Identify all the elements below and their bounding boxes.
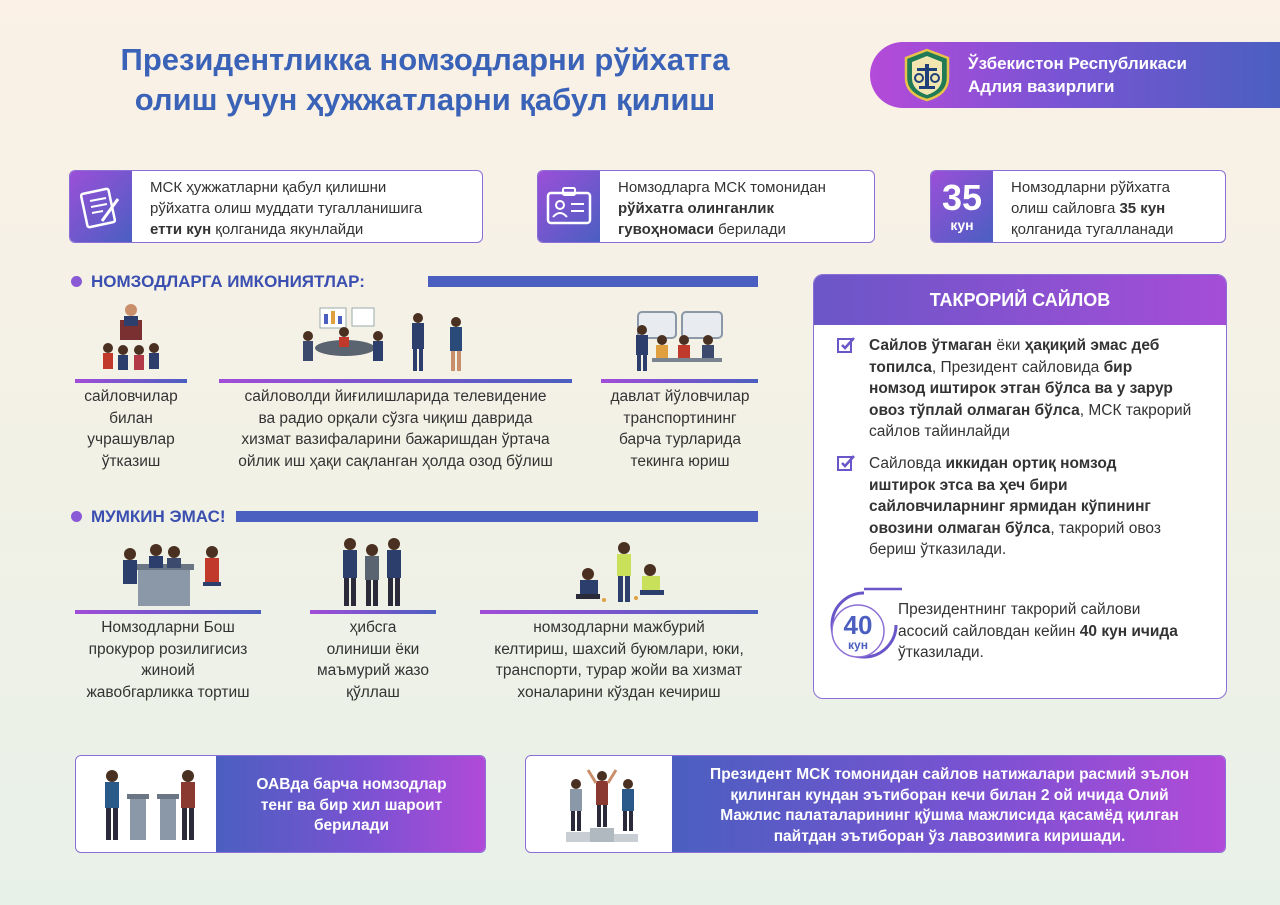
repeat-heading: ТАКРОРИЙ САЙЛОВ bbox=[814, 275, 1226, 325]
caption-line-text: барча турларида bbox=[619, 431, 741, 448]
rbold: овоз тўплай олмаган бўлса bbox=[869, 401, 1080, 419]
rline bbox=[869, 400, 1219, 422]
caption-line bbox=[75, 379, 187, 383]
caption-line-text: сайловолди йиғилишларида телевидение bbox=[244, 388, 547, 405]
caption-line-text: учрашувлар bbox=[87, 431, 175, 448]
rline: сайлов тайинлайди bbox=[869, 423, 1010, 440]
card-bold: рўйхатга олинганлик bbox=[618, 200, 775, 217]
card-line bbox=[150, 219, 480, 240]
document-pen-icon bbox=[70, 171, 132, 244]
transport-illustration bbox=[632, 308, 728, 374]
title-line-2: олиш учун ҳужжатларни қабул қилиш bbox=[134, 82, 716, 117]
forty-days-number: 40 bbox=[843, 610, 873, 640]
banner-line: қилинган кундан эътиборан кечи билан 2 ой ичида Олий bbox=[730, 786, 1169, 804]
banner-line: берилади bbox=[313, 817, 390, 834]
rline: Президентнинг такрорий сайлови bbox=[898, 601, 1141, 618]
opportunity-caption-1 bbox=[60, 386, 202, 472]
repeat-paragraph-3 bbox=[898, 599, 1224, 664]
opportunities-heading: НОМЗОДЛАРГА ИМКОНИЯТЛАР: bbox=[91, 272, 365, 291]
rbold: иккидан ортиқ номзод bbox=[945, 455, 1117, 472]
caption-line-text: давлат йўловчилар bbox=[610, 388, 750, 405]
rspan: , Президент сайловида bbox=[931, 358, 1104, 376]
ministry-emblem-icon bbox=[902, 48, 952, 102]
caption-line-text: прокурор розилигисиз bbox=[88, 640, 248, 658]
banner-line: пайтдан эътиборан ўз лавозимига киришади. bbox=[773, 827, 1126, 845]
id-card-icon bbox=[538, 171, 600, 244]
media-meeting-illustration bbox=[300, 306, 472, 376]
caption-line-text: текинга юриш bbox=[630, 452, 730, 470]
card-line: рўйхатга олиш муддати тугалланишига bbox=[150, 200, 423, 217]
rspan: , такрорий овоз bbox=[1050, 519, 1161, 537]
section-bar bbox=[236, 511, 758, 522]
caption-line bbox=[310, 610, 436, 614]
caption-line-text: сайловчилар bbox=[84, 388, 178, 405]
oath-text bbox=[672, 756, 1226, 853]
caption-line-text: хоналарини кўздан кечириш bbox=[517, 683, 721, 701]
prosecutor-illustration bbox=[108, 540, 228, 608]
opportunity-caption-3 bbox=[595, 386, 765, 472]
arrest-illustration bbox=[336, 536, 408, 608]
card-span: қолганида якунлайди bbox=[211, 221, 364, 238]
card-line: Номзодларни рўйхатга bbox=[1011, 179, 1170, 196]
media-equal-text bbox=[216, 756, 486, 853]
rline bbox=[869, 378, 1219, 400]
card-icon-bg bbox=[931, 171, 993, 242]
caption-line-text: транспорти, турар жойи ва хизмат bbox=[495, 662, 743, 679]
days-unit: кун bbox=[950, 217, 974, 233]
caption-line bbox=[75, 610, 261, 614]
card-bold: 35 кун bbox=[1119, 200, 1166, 217]
rline bbox=[869, 453, 1219, 475]
card-span: берилади bbox=[713, 221, 786, 238]
card-line: МСК ҳужжатларни қабул қилишни bbox=[150, 179, 387, 196]
rline bbox=[869, 475, 1219, 497]
section-bullet bbox=[71, 511, 82, 522]
rbold: Сайлов ўтмаган bbox=[869, 337, 993, 354]
rbold: овозини олмаган бўлса bbox=[869, 519, 1051, 537]
ministry-line-2: Адлия вазирлиги bbox=[968, 77, 1115, 96]
section-bar bbox=[428, 276, 758, 287]
checkbox-icon bbox=[836, 335, 856, 355]
rbold: 40 кун ичида bbox=[1079, 622, 1178, 640]
debate-podium-illustration bbox=[94, 766, 204, 844]
info-card-certificate bbox=[537, 170, 875, 243]
forbidden-caption-2 bbox=[300, 617, 446, 703]
caption-line-text: олиниши ёки bbox=[326, 640, 420, 658]
rline bbox=[869, 496, 1219, 518]
rline: бериш ўтказилади. bbox=[869, 541, 1007, 558]
caption-line-text: ҳибсга bbox=[349, 619, 397, 636]
caption-line-text: Номзодларни Бош bbox=[101, 619, 235, 636]
oath-banner bbox=[525, 755, 1226, 853]
page-title bbox=[60, 40, 790, 120]
forbidden-caption-3 bbox=[470, 617, 768, 703]
repeat-election-panel bbox=[813, 274, 1227, 699]
card-line: қолганида тугалланади bbox=[1011, 221, 1174, 238]
caption-line bbox=[480, 610, 758, 614]
caption-line-text: маъмурий жазо bbox=[317, 662, 429, 679]
caption-line-text: транспортининг bbox=[623, 409, 737, 427]
rbold: иштирок этса ва ҳеч бири bbox=[869, 476, 1068, 494]
card-span: олиш сайловга bbox=[1011, 200, 1120, 217]
caption-line-text: жавобгарликка тортиш bbox=[86, 683, 250, 701]
caption-line-text: ойлик иш ҳақи сақланган ҳолда озод бўлиш bbox=[238, 452, 553, 470]
rspan: асосий сайловдан кейин bbox=[898, 622, 1080, 640]
caption-line-text: хизмат вазифаларини бажаришдан ўртача bbox=[241, 431, 550, 448]
caption-line bbox=[601, 379, 758, 383]
ministry-name bbox=[968, 52, 1187, 98]
card-line bbox=[1011, 198, 1223, 219]
rspan: ёки bbox=[992, 337, 1025, 354]
info-card-documents bbox=[69, 170, 483, 243]
rbold: топилса bbox=[869, 358, 932, 376]
caption-line-text: билан bbox=[109, 409, 153, 427]
ministry-badge bbox=[870, 42, 1280, 108]
card-bold: гувоҳномаси bbox=[618, 221, 714, 238]
voters-meeting-illustration bbox=[98, 302, 164, 374]
card-icon-bg bbox=[538, 171, 600, 242]
caption-line-text: жиноий bbox=[141, 662, 195, 679]
days-number: 35 bbox=[941, 177, 983, 218]
rline bbox=[898, 621, 1224, 643]
rspan: Сайловда bbox=[869, 455, 946, 472]
rspan: , МСК такрорий bbox=[1079, 401, 1192, 419]
media-equal-banner bbox=[75, 755, 486, 853]
search-illustration bbox=[570, 540, 670, 606]
card-text bbox=[150, 177, 480, 240]
repeat-paragraph-1 bbox=[869, 335, 1219, 443]
card-line: Номзодларга МСК томонидан bbox=[618, 179, 826, 196]
rline: ўтказилади. bbox=[898, 644, 984, 661]
caption-line-text: ўтказиш bbox=[101, 452, 161, 470]
winner-podium-illustration bbox=[562, 766, 642, 846]
card-line bbox=[618, 219, 873, 240]
card-bold: етти кун bbox=[150, 221, 212, 238]
rline bbox=[869, 357, 1219, 379]
rline bbox=[869, 518, 1219, 540]
section-bullet bbox=[71, 276, 82, 287]
info-card-35-days bbox=[930, 170, 1226, 243]
caption-line-text: келтириш, шахсий буюмлари, юки, bbox=[494, 640, 744, 658]
banner-line: Мажлис палаталарининг қўшма мажлисида қасамёд қилган bbox=[720, 807, 1179, 824]
repeat-paragraph-2 bbox=[869, 453, 1219, 561]
forbidden-heading: МУМКИН ЭМАС! bbox=[91, 507, 226, 526]
rbold: сайловчиларнинг ярмидан кўпининг bbox=[869, 498, 1151, 515]
banner-line: ОАВда барча номзодлар bbox=[256, 776, 447, 793]
forty-days-unit: кун bbox=[848, 638, 868, 652]
ministry-line-1: Ўзбекистон Республикаси bbox=[968, 54, 1187, 73]
banner-line: тенг ва бир хил шароит bbox=[260, 796, 443, 814]
banner-line: Президент МСК томонидан сайлов натижалари расмий эълон bbox=[710, 766, 1189, 783]
card-text bbox=[1011, 177, 1223, 240]
checkbox-icon bbox=[836, 453, 856, 473]
rbold: номзод иштирок этган бўлса ва у зарур bbox=[869, 380, 1173, 397]
rbold: бир bbox=[1103, 358, 1133, 376]
card-icon-bg bbox=[70, 171, 132, 242]
rline bbox=[869, 335, 1219, 357]
caption-line-text: қўллаш bbox=[346, 683, 400, 701]
opportunity-caption-2 bbox=[212, 386, 579, 472]
title-line-1: Президентликка номзодларни рўйхатга bbox=[120, 42, 730, 77]
card-line bbox=[618, 198, 873, 219]
forbidden-caption-1 bbox=[64, 617, 272, 703]
caption-line-text: ва радио орқали сўзга чиқиш даврида bbox=[258, 409, 533, 427]
rbold: ҳақиқий эмас деб bbox=[1024, 337, 1160, 354]
card-text bbox=[618, 177, 873, 240]
caption-line-text: номзодларни мажбурий bbox=[533, 619, 705, 636]
caption-line bbox=[219, 379, 572, 383]
